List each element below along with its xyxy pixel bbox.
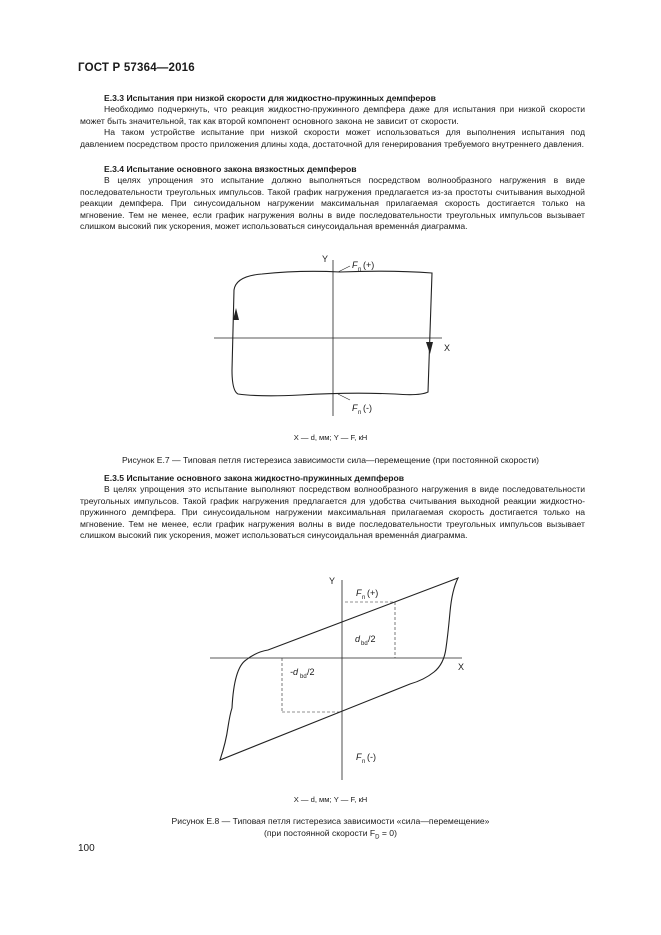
section-e35	[80, 473, 585, 541]
hysteresis-diagram-e8	[0, 572, 661, 782]
label-dbd-half: d	[355, 634, 361, 644]
label-minus-dbd-half: -d	[290, 667, 299, 677]
figure-caption	[0, 816, 661, 844]
label-fn-minus: F	[352, 403, 358, 413]
section-heading: Е.3.3 Испытания при низкой скорости для жидкостно-пружинных демпферов	[104, 93, 436, 103]
paragraph: В целях упрощения это испытание должно выполняться посредством волнообразного нагружения в виде последовательности треугольных импульсов. Такой график нагружения предлагается из-за простоты считывания выходной реакции демпфера. При синусоидальном нагружении максимальная прилагаемая скорость достигается только на мгновение. Тем не менее, если график нагружения волны в виде последовательности треугольных импульсов вызывает слишком высокий пик ускорения, может использоваться синусоидальная временна́я диаграмма.	[80, 175, 585, 232]
x-axis-label: X	[444, 343, 451, 353]
section-heading: Е.3.5 Испытание основного закона жидкостно-пружинных демпферов	[104, 473, 405, 483]
svg-text:n: n	[358, 267, 362, 273]
svg-text:bd: bd	[361, 641, 368, 647]
section-e33	[80, 93, 585, 150]
paragraph: На таком устройстве испытание при низкой скорости может использоваться для выполнения испытания под давлением посредством просто приложения длины хода, достаточной для генерирования требуемого внутреннего давления.	[80, 127, 585, 149]
figure-e7	[0, 246, 661, 416]
svg-text:(-): (-)	[367, 752, 376, 762]
hysteresis-loop	[220, 578, 458, 760]
paragraph: Необходимо подчеркнуть, что реакция жидкостно-пружинного демпфера даже для испытания при низкой скорости может быть значительной, так как второй компонент основного закона не зависит от скорости.	[80, 104, 585, 126]
section-heading: Е.3.4 Испытание основного закона вязкостных демпферов	[104, 164, 357, 174]
figure-legend: X — d, мм; Y — F, кН	[293, 433, 368, 442]
y-axis-label: Y	[322, 254, 329, 264]
svg-text:n: n	[362, 595, 366, 601]
hysteresis-diagram-e7	[0, 246, 661, 416]
caption-line: (при постоянной скорости $F_D = 0$)	[264, 827, 397, 841]
svg-text:/2: /2	[368, 634, 376, 644]
label-fn-plus: F	[352, 260, 358, 270]
page-number: 100	[78, 843, 95, 854]
arrow-down-icon	[426, 342, 433, 354]
hysteresis-loop	[232, 271, 432, 396]
svg-text:(-): (-)	[363, 403, 372, 413]
label-fn-plus: F	[356, 588, 362, 598]
svg-text:n: n	[358, 410, 362, 416]
svg-text:/2: /2	[307, 667, 315, 677]
y-axis-label: Y	[329, 576, 336, 586]
figure-e8	[0, 572, 661, 782]
figure-legend: X — d, мм; Y — F, кН	[293, 795, 368, 804]
svg-text:n: n	[362, 759, 366, 765]
paragraph: В целях упрощения это испытание выполняют посредством волнообразного нагружения в виде последовательности треугольных импульсов. Такой график нагружения предлагается для удобства считывания выходной реакции жидкостно-пружинного демпфера. При синусоидальном нагружении максимальная прилагаемая скорость достигается только на мгновение. Тем не менее, если график нагружения волны в виде последовательности треугольных импульсов вызывает слишком высокий пик ускорения, может использоваться синусоидальная временна́я диаграмма.	[80, 484, 585, 541]
svg-text:(+): (+)	[363, 260, 375, 270]
x-axis-label: X	[458, 662, 465, 672]
svg-text:bd: bd	[300, 674, 307, 680]
figure-caption: Рисунок Е.7 — Типовая петля гистерезиса зависимости сила—перемещение (при постоянной скорости)	[121, 455, 540, 465]
document-header: ГОСТ Р 57364—2016	[78, 62, 195, 74]
svg-text:(+): (+)	[367, 588, 379, 598]
section-e34	[80, 164, 585, 232]
label-fn-minus: F	[356, 752, 362, 762]
caption-line: Рисунок Е.8 — Типовая петля гистерезиса зависимости «сила—перемещение»	[171, 816, 490, 826]
